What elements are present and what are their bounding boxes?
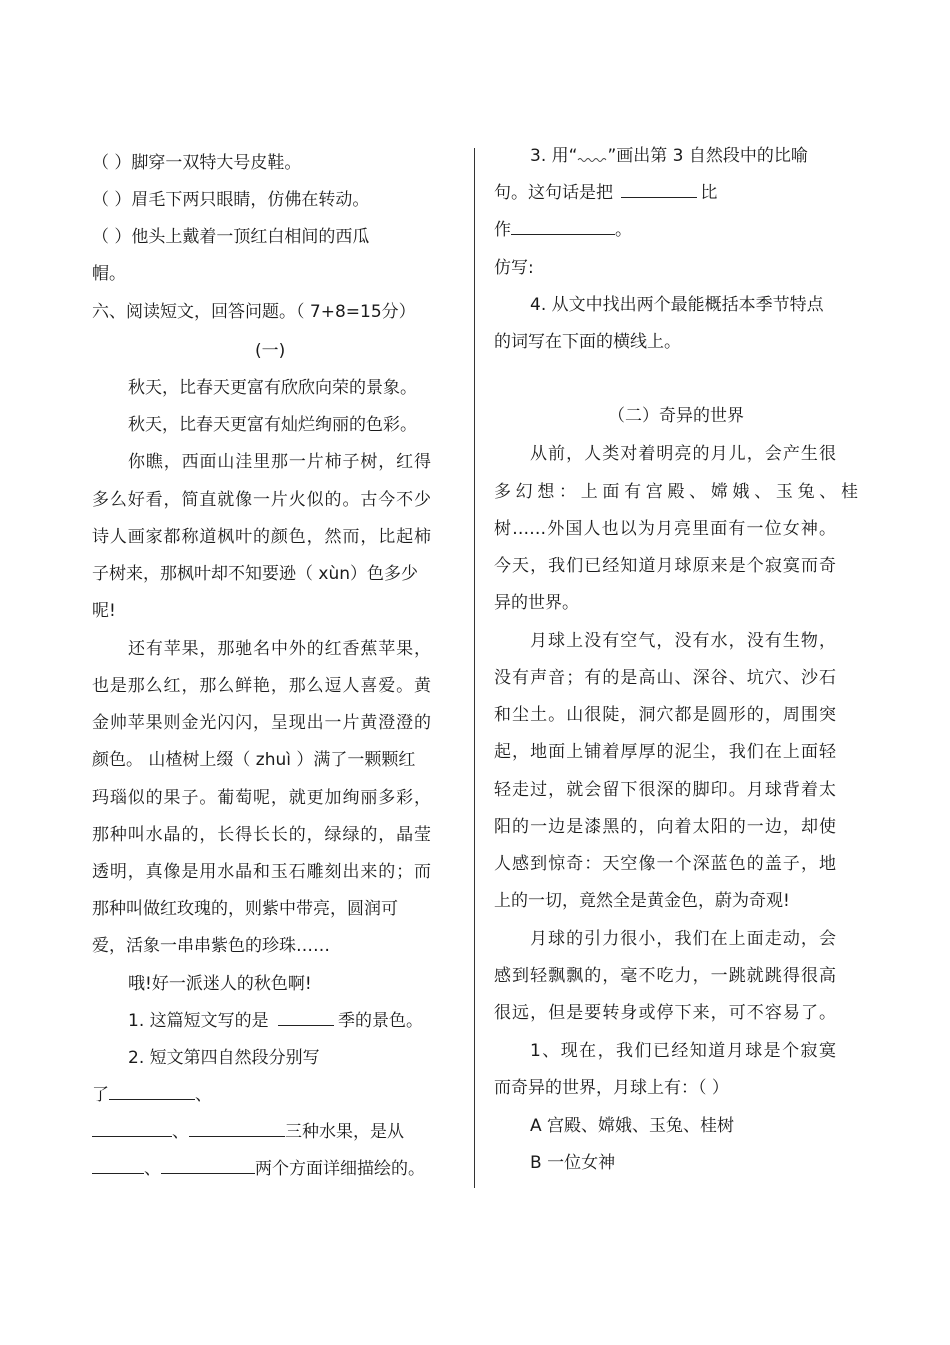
part-2-title: （二）奇异的世界	[608, 406, 744, 426]
q5-item-3: （ ）他头上戴着一顶红白相间的西瓜	[92, 227, 370, 247]
paragraph-4-line: 那种叫水晶的，长得长长的，绿绿的，晶莹	[92, 825, 431, 845]
question-3-text: 3. 用“	[530, 146, 578, 166]
q5-item-2: （ ）眉毛下两只眼睛，仿佛在转动。	[92, 190, 370, 210]
paragraph-a-line: 异的世界。	[494, 593, 579, 613]
paragraph-b-line: 没有声音；有的是高山、深谷、坑穴、沙石	[494, 668, 836, 688]
option-b[interactable]: B 一位女神	[530, 1153, 616, 1173]
paragraph-a-line: 今天，我们已经知道月球原来是个寂寞而奇	[494, 556, 836, 576]
paragraph-a-line: 树……外国人也以为月亮里面有一位女神。	[494, 519, 836, 539]
part-1-title: (一)	[255, 341, 286, 361]
question-3-text: 句。这句话是把	[494, 183, 613, 203]
question-3-text: 比	[700, 183, 718, 203]
separator: 、	[144, 1159, 161, 1179]
paragraph-1: 秋天，比春天更富有欣欣向荣的景象。	[128, 378, 417, 398]
question-3	[530, 145, 808, 167]
paragraph-4-line: 颜色。 山楂树上缀（ zhuì ）满了一颗颗红	[92, 750, 416, 770]
moon-question-1-cont: 而奇异的世界，月球上有：（ ）	[494, 1078, 729, 1098]
answer-blank[interactable]	[621, 182, 697, 198]
question-2-text: 了	[92, 1085, 109, 1105]
question-2: 2. 短文第四自然段分别写	[128, 1048, 320, 1068]
answer-blank[interactable]	[109, 1084, 195, 1100]
question-2-text: 两个方面详细描绘的。	[255, 1159, 425, 1179]
paragraph-c-line: 月球的引力很小，我们在上面走动，会	[530, 929, 836, 949]
option-a[interactable]: A 宫殿、嫦娥、玉兔、桂树	[530, 1116, 735, 1136]
paragraph-4-line: 还有苹果，那驰名中外的红香蕉苹果，	[128, 639, 431, 659]
moon-question-1: 1、现在，我们已经知道月球是个寂寞	[530, 1041, 836, 1061]
answer-blank[interactable]	[92, 1121, 172, 1137]
paragraph-a-line: 多幻想：上面有宫殿、嫦娥、玉兔、桂	[494, 482, 858, 502]
separator: 、	[172, 1122, 189, 1142]
paragraph-b-line: 轻走过，就会留下很深的脚印。月球背着太	[494, 780, 836, 800]
q5-item-1: （ ）脚穿一双特大号皮鞋。	[92, 153, 302, 173]
paragraph-4-line: 那种叫做红玫瑰的，则紫中带亮，圆润可	[92, 899, 398, 919]
question-3-text: ”画出第 3 自然段中的比喻	[607, 146, 808, 166]
paragraph-a-line: 从前，人类对着明亮的月儿，会产生很	[530, 444, 836, 464]
wavy-underline-icon	[577, 145, 607, 161]
paragraph-3-line: 子树来，那枫叶却不知要逊（ xùn）色多少	[92, 564, 419, 584]
imitate-label: 仿写:	[494, 258, 534, 278]
question-2-cont	[92, 1084, 212, 1106]
paragraph-b-line: 上的一切，竟然全是黄金色，蔚为奇观!	[494, 891, 790, 911]
answer-blank[interactable]	[511, 219, 615, 235]
paragraph-3-line: 呢!	[92, 601, 116, 621]
paragraph-b-line: 阳的一边是漆黑的，向着太阳的一边，却使	[494, 817, 836, 837]
paragraph-3-line: 你瞧，西面山洼里那一片柿子树，红得	[128, 452, 431, 472]
question-1-text: 1. 这篇短文写的是	[128, 1011, 269, 1031]
paragraph-4-line: 透明，真像是用水晶和玉石雕刻出来的；而	[92, 862, 431, 882]
answer-blank[interactable]	[161, 1158, 255, 1174]
paragraph-3-line: 多么好看，简直就像一片火似的。古今不少	[92, 490, 431, 510]
paragraph-5: 哦!好一派迷人的秋色啊!	[128, 974, 312, 994]
question-3-text: 。	[615, 220, 632, 240]
paragraph-b-line: 和尘土。山很陡，洞穴都是圆形的，周围突	[494, 705, 836, 725]
paragraph-b-line: 起，地面上铺着厚厚的泥尘，我们在上面轻	[494, 742, 836, 762]
paragraph-3-line: 诗人画家都称道枫叶的颜色，然而，比起柿	[92, 527, 431, 547]
answer-blank[interactable]	[278, 1010, 334, 1026]
question-3-cont	[494, 219, 632, 241]
paragraph-4-line: 玛瑙似的果子。葡萄呢，就更加绚丽多彩，	[92, 788, 431, 808]
paragraph-b-line: 人感到惊奇：天空像一个深蓝色的盖子，地	[494, 854, 836, 874]
question-2-text: 三种水果，是从	[285, 1122, 404, 1142]
paragraph-4-line: 爱，活象一串串紫色的珍珠……	[92, 936, 330, 956]
q5-item-3-cont: 帽。	[92, 264, 126, 284]
question-3-cont	[494, 182, 717, 204]
paragraph-c-line: 感到轻飘飘的，毫不吃力，一跳就跳得很高	[494, 966, 836, 986]
paragraph-2: 秋天，比春天更富有灿烂绚丽的色彩。	[128, 415, 417, 435]
column-divider	[474, 148, 475, 1188]
question-2-cont	[92, 1121, 404, 1143]
paragraph-4-line: 金帅苹果则金光闪闪，呈现出一片黄澄澄的	[92, 713, 431, 733]
answer-blank[interactable]	[189, 1121, 285, 1137]
question-1-suffix: 季的景色。	[338, 1011, 424, 1031]
separator: 、	[195, 1085, 212, 1105]
question-2-cont	[92, 1158, 425, 1180]
question-4-cont: 的词写在下面的横线上。	[494, 332, 681, 352]
paragraph-b-line: 月球上没有空气，没有水，没有生物，	[530, 631, 836, 651]
question-1	[128, 1010, 423, 1032]
question-4: 4. 从文中找出两个最能概括本季节特点	[530, 295, 824, 315]
paragraph-4-line: 也是那么红，那么鲜艳，那么逗人喜爱。黄	[92, 676, 431, 696]
question-3-text: 作	[494, 220, 511, 240]
paragraph-c-line: 很远，但是要转身或停下来，可不容易了。	[494, 1003, 836, 1023]
answer-blank[interactable]	[92, 1158, 144, 1174]
section-6-title: 六、阅读短文，回答问题。（ 7+8=15分）	[92, 302, 416, 322]
